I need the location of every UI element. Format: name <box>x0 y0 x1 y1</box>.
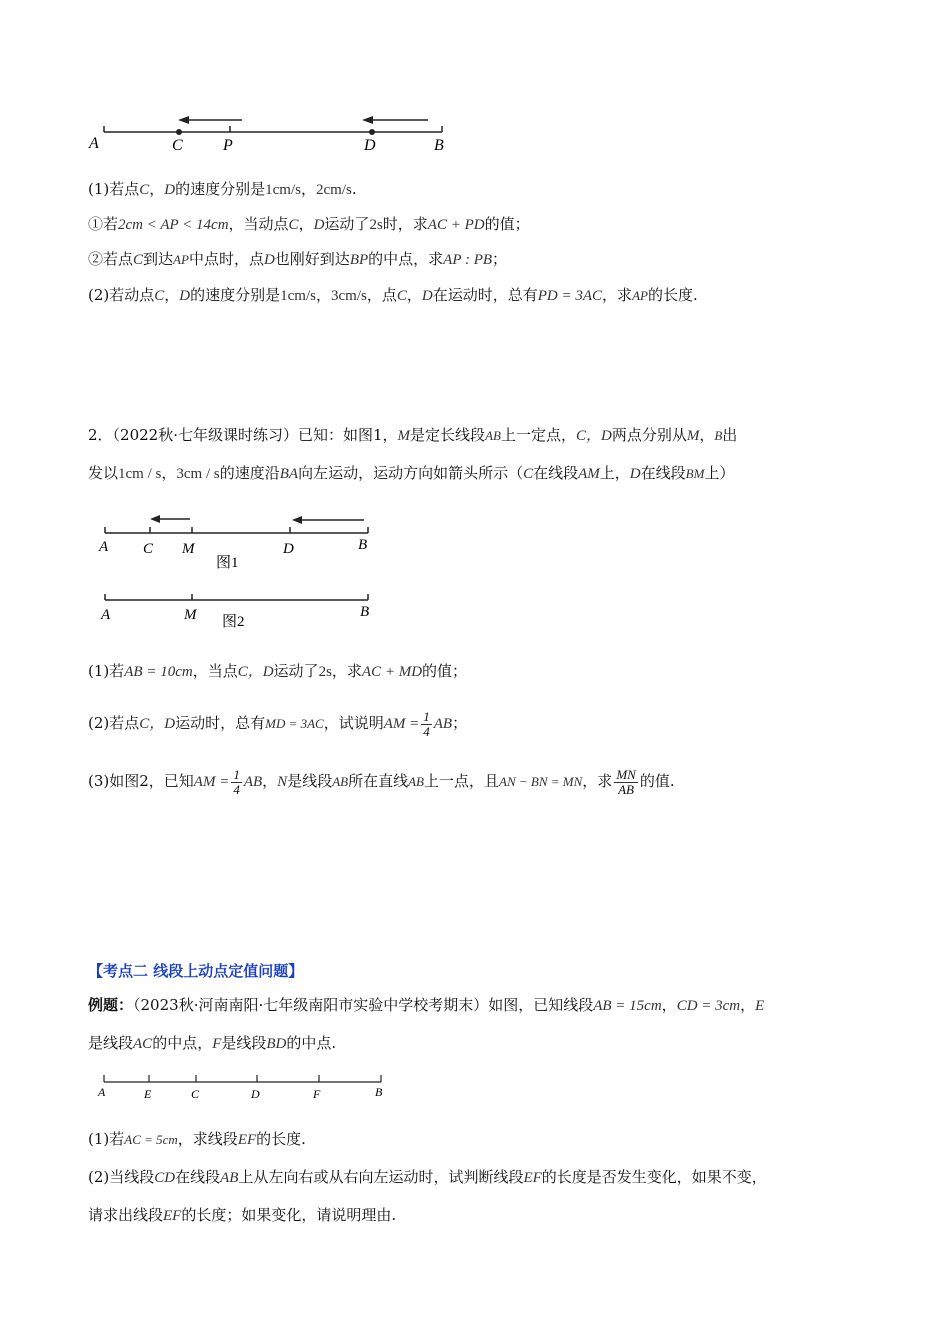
example-line1: 例题：（2023秋·河南南阳·七年级南阳市实验中学校考期末）如图，已知线段AB = 15cm，CD = 3cm，E <box>88 996 765 1014</box>
caption-fig2: 图2 <box>222 614 245 630</box>
example-part2-cont: 请求出线段EF的长度；如果变化，请说明理由. <box>88 1206 397 1224</box>
label-b: B <box>360 604 370 620</box>
figure-q2-fig1 <box>90 512 390 572</box>
point-d-dot <box>369 129 375 135</box>
q1-part2: (2)若动点C，D的速度分别是1cm/s，3cm/s，点C，D在运动时，总有PD = 3AC，求AP的长度. <box>88 286 698 304</box>
label-a: A <box>89 135 99 152</box>
label-m: M <box>182 541 195 557</box>
figure-segment-aecdfb <box>94 1072 394 1106</box>
figure-segment-acpdb <box>86 110 466 160</box>
arrow-d-head <box>362 116 373 124</box>
label-b: B <box>434 137 444 154</box>
fraction-one-quarter: $\frac{1}{4}$ <box>423 708 430 739</box>
label-b: B <box>358 537 368 553</box>
label-a: A <box>98 1085 106 1099</box>
q2-line2: 发以1cm / s，3cm / s的速度沿BA向左运动，运动方向如箭头所示（C在线段AM上，D在线段BM上） <box>88 464 735 482</box>
label-c: C <box>191 1087 200 1101</box>
point-c-dot <box>176 129 182 135</box>
fraction-one-quarter: $\frac{1}{4}$ <box>233 766 240 797</box>
fraction-mn-ab: $\frac{MN}{AB}$ <box>616 766 636 797</box>
q2-line1: 2．（2022秋·七年级课时练习）已知：如图1，M是定长线段AB上一定点，C，D两点分别从M，B出 <box>88 426 738 444</box>
arrow-c-head <box>150 515 160 523</box>
example-part2: (2)当线段CD在线段AB上从左向右或从右向左运动时，试判断线段EF的长度是否发生变化，如果不变， <box>88 1168 767 1186</box>
label-d: D <box>251 1087 260 1101</box>
q2-part1: (1)若AB = 10cm，当点C，D运动了2s，求AC + MD的值； <box>88 662 468 680</box>
q2-part3: (3)如图2，已知AM = $\frac{1}{4}$ AB，N是线段AB所在直线AB上一点，且AN − BN = MN，求 $\frac{MN}{AB}$ 的值. <box>88 766 675 797</box>
q1-part1b: ②若点C到达AP中点时，点D也刚好到达BP的中点，求AP : PB； <box>88 250 508 268</box>
figure-q2-fig2 <box>90 592 390 632</box>
arrow-d-head <box>292 516 302 524</box>
label-d: D <box>364 137 376 154</box>
example-line2: 是线段AC的中点，F是线段BD的中点. <box>88 1034 337 1052</box>
q2-part2: (2)若点C，D运动时，总有MD = 3AC，试说明AM = $\frac{1}{4}$ AB； <box>88 708 468 739</box>
label-a: A <box>101 607 111 623</box>
label-c: C <box>172 137 183 154</box>
q1-part1a: ①若2cm < AP < 14cm，当动点C，D运动了2s时，求AC + PD的值； <box>88 215 530 233</box>
section-heading: 【考点二 线段上动点定值问题】 <box>88 962 304 980</box>
label-e: E <box>144 1087 152 1101</box>
label-a: A <box>99 539 109 555</box>
label-d: D <box>283 541 294 557</box>
label-b: B <box>375 1085 383 1099</box>
caption-fig1: 图1 <box>216 555 239 571</box>
example-part1: (1)若AC = 5cm，求线段EF的长度. <box>88 1130 306 1148</box>
q1-part1: (1)若点C，D的速度分别是1cm/s，2cm/s. <box>88 180 357 198</box>
label-m: M <box>184 607 197 623</box>
label-f: F <box>313 1087 321 1101</box>
arrow-c-head <box>178 116 189 124</box>
label-p: P <box>223 137 233 154</box>
label-c: C <box>143 541 154 557</box>
